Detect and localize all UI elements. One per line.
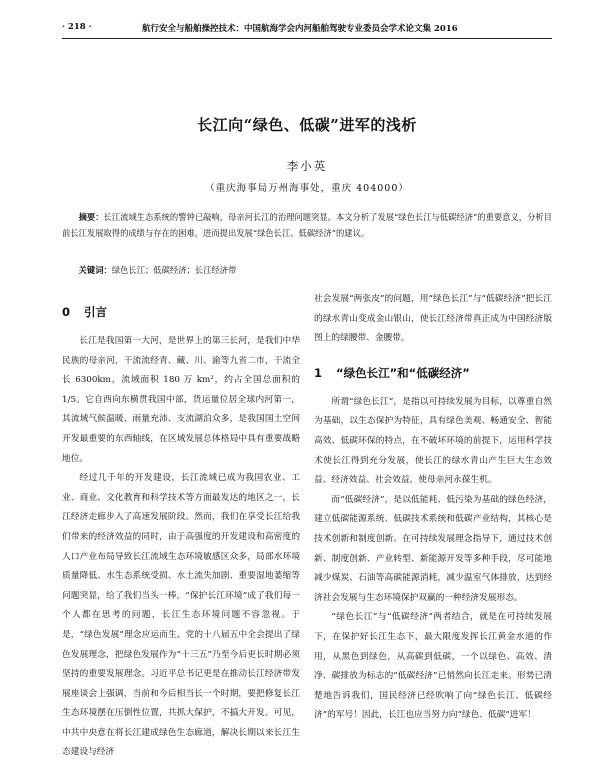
section-title: 引言 (84, 305, 108, 319)
keywords (62, 262, 552, 278)
paragraph: 经过几千年的开发建设，长江流域已成为我国农业、工业、商业、文化教育和科学技术等方面最发达的地区之一，长江经济走廊步入了高速发展阶段。然而，我们在享受长江给我们带来的经济效益的同时，由于高强度的开发建设和高密度的人口产业布局导致长江流域生态环境敏感区众多，局部水环境质量降低、水生态系统受损、水土流失加剧、重要湿地萎缩等问题突显，给了我们当头一棒，“保护长江环境”成了我们每一个人都在思考的问题，长江生态环境问题不容忽视。于是，“绿色发展”理念应运而生。党的十八届五中全会提出了绿色发展理念，把绿色发展作为“十三五”乃至今后更长时期必须坚持的重要发展理念。习近平总书记更是在推动长江经济带发展座谈会上强调，当前和今后相当长一个时期，要把修复长江生态环境摆在压倒性位置，共抓大保护，不搞大开发。可见，中共中央意在将长江建成绿色生态廊道，解决长期以来长江生态建设与经济 (62, 473, 300, 758)
author-name: 李小英 (286, 159, 328, 173)
right-column (314, 290, 552, 726)
section-heading-1 (314, 363, 552, 383)
running-header (62, 22, 552, 38)
keywords-text: 绿色长江；低碳经济；长江经济带 (111, 265, 237, 275)
abstract (62, 209, 552, 241)
section-title: “绿色长江”和“低碳经济” (336, 365, 470, 380)
article-title: 长江向“绿色、低碳”进军的浅析 (197, 116, 417, 134)
paragraph: “绿色长江”与“低碳经济”两者结合，就是在可持续发展下，在保护好长江生态下，最大限度发挥长江黄金水道的作用，从黑色到绿色，从高碳到低碳，一个以绿色、高效、清净、碳排放为标志的“低碳经济”已悄然向长江走来。形势已清楚地告诉我们，国民经济已经吹响了向“绿色长江、低碳经济”的军号！因此，长江也应当努力向“绿色、低碳”进军！ (314, 612, 552, 721)
abstract-label: 摘要： (78, 212, 104, 222)
journal-title: 航行安全与船舶操控技术：中国航海学会内河船舶驾驶专业委员会学术论文集 2016 (142, 24, 458, 34)
header-rule (62, 38, 552, 39)
left-column (62, 300, 300, 763)
abstract-text: 长江流域生态系统的警钟已敲响，母亲河长江的治理问题突显。本文分析了发展“绿色长江与低碳经济”的重要意义，分析目前长江发展取得的成绩与存在的困难，进而提出发展“绿色长江、低碳经济”的建议。 (62, 212, 552, 238)
paragraph-continuation: 社会发展“两张皮”的问题，用“绿色长江”与“低碳经济”把长江的绿水青山变成金山银山，使长江经济带真正成为中国经济版图上的绿腰带、金腰带。 (314, 294, 552, 344)
section-number: 1 (314, 365, 323, 380)
paragraph: 长江是我国第一大河，是世界上的第三长河，是我们中华民族的母亲河，干流流经青、藏、川、渝等九省二市，干流全长 6300km，流域面积 180 万 km²，约占全国总面积的 1/5。它自西向东横贯我国中部，货运量位居全球内河第一，其流域气候温暖、雨量充沛、支流湖泊众多，是我国国土空间开发最重要的东西轴线，在区域发展总体格局中具有重要战略地位。 (62, 336, 300, 464)
author-affiliation: （重庆海事局万州海事处，重庆 404000） (205, 183, 409, 194)
page-number: · 218 · (62, 22, 92, 32)
keywords-label: 关键词： (78, 265, 112, 275)
paragraph: 所谓“绿色长江”，是指以可持续发展为目标，以尊重自然为基础，以生态保护为特征，具有绿色美观、畅通安全、智能高效、低碳环保的特点，在不破坏环境的前提下，运用科学技术使长江得到充分发展，使长江的绿水青山产生巨大生态效益、经济效益、社会效益，使母亲河永葆生机。 (314, 396, 552, 486)
section-heading-intro (62, 302, 300, 322)
paragraph: 而“低碳经济”，是以低能耗、低污染为基础的绿色经济，建立低碳能源系统、低碳技术系统和低碳产业结构，其核心是技术创新和制度创新。在可持续发展理念指导下，通过技术创新、制度创新、产业转型、新能源开发等多种手段，尽可能地减少煤炭、石油等高碳能源消耗，减少温室气体排放，达到经济社会发展与生态环境保护双赢的一种经济发展形态。 (314, 494, 552, 603)
section-number: 0 (62, 305, 71, 319)
